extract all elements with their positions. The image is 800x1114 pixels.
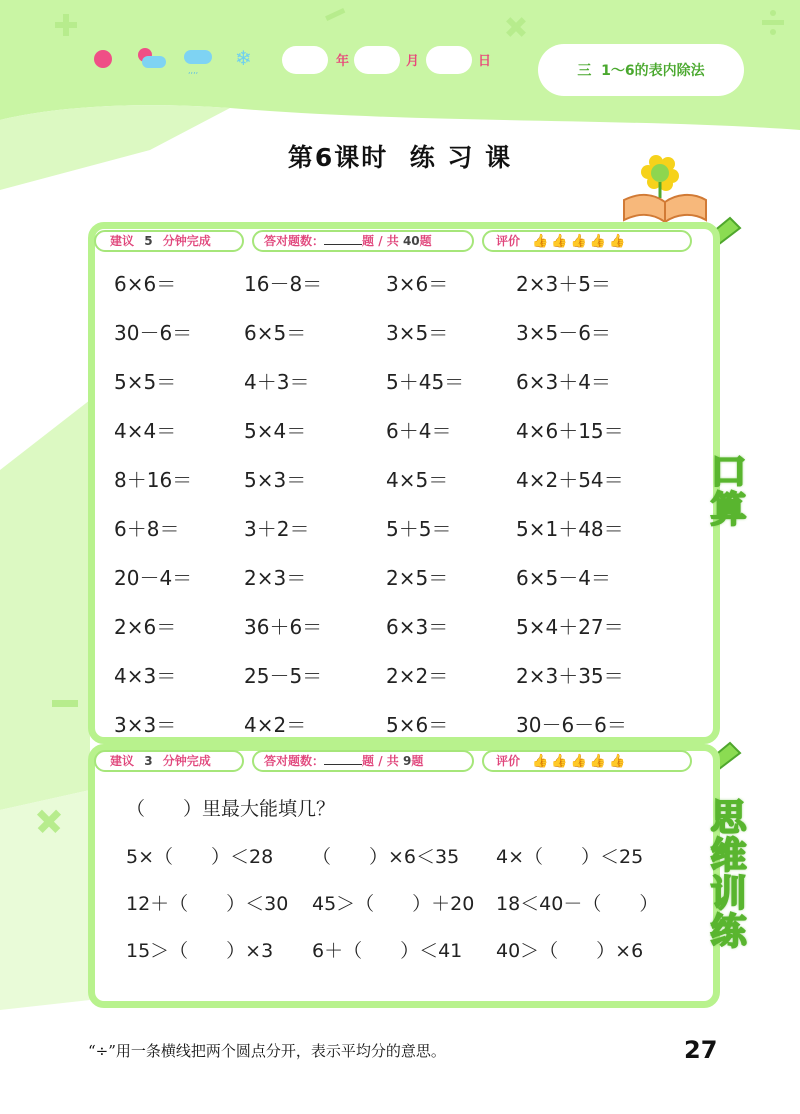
oral-problem: 30－6＝ — [114, 321, 193, 345]
rating-field[interactable]: 评价 👍👍👍👍👍 — [482, 230, 692, 252]
rating-field[interactable]: 评价 👍👍👍👍👍 — [482, 750, 692, 772]
thinking-problem: 12＋（ ）＜30 — [126, 893, 289, 915]
time-suggestion: 建议 5 分钟完成 — [94, 230, 244, 252]
oral-problem: 6×5＝ — [244, 321, 307, 345]
thinking-problem: 4×（ ）＜25 — [496, 846, 644, 868]
footer-note: “÷”用一条横线把两个圆点分开，表示平均分的意思。 — [88, 1042, 446, 1060]
lesson-title: 第6课时 练 习 课 — [287, 143, 513, 172]
oral-problem: 5＋5＝ — [386, 517, 452, 541]
day-label: 日 — [478, 54, 492, 69]
oral-problem: 8＋16＝ — [114, 468, 193, 492]
oral-section-title: 口算 — [705, 452, 746, 528]
oral-problem: 5×6＝ — [386, 713, 449, 737]
thinking-problem: 6＋（ ）＜41 — [312, 940, 463, 962]
thinking-problem: 45＞（ ）＋20 — [312, 893, 475, 915]
thinking-problem: 5×（ ）＜28 — [126, 846, 274, 868]
oral-problem: 16－8＝ — [244, 272, 323, 296]
sun-cloud-icon — [136, 48, 166, 70]
thumbs-up-icon[interactable]: 👍👍👍👍👍 — [532, 234, 629, 249]
thinking-problem: 40＞（ ）×6 — [496, 940, 644, 962]
month-field[interactable] — [354, 46, 400, 74]
oral-problem: 4×4＝ — [114, 419, 177, 443]
oral-problem: 4×6＋15＝ — [516, 419, 624, 443]
oral-problem: 3×6＝ — [386, 272, 449, 296]
oral-problem: 5×1＋48＝ — [516, 517, 624, 541]
year-label: 年 — [336, 54, 350, 69]
rain-cloud-icon: ,,,, — [184, 50, 214, 74]
oral-problem: 4×5＝ — [386, 468, 449, 492]
oral-problem: 2×3＝ — [244, 566, 307, 590]
oral-problem: 2×3＋35＝ — [516, 664, 624, 688]
oral-problem: 3×5－6＝ — [516, 321, 611, 345]
oral-problem: 6×3＝ — [386, 615, 449, 639]
oral-problem: 3×5＝ — [386, 321, 449, 345]
oral-problem: 20－4＝ — [114, 566, 193, 590]
thinking-problem: 18＜40－（ ） — [496, 893, 659, 915]
chapter-label: 三 1～6的表内除法 — [577, 63, 705, 79]
oral-problem: 5×5＝ — [114, 370, 177, 394]
oral-problem: 3×3＝ — [114, 713, 177, 737]
oral-problem: 25－5＝ — [244, 664, 323, 688]
thinking-section-title: 思维训练 — [705, 798, 746, 950]
snowflake-icon: ❄ — [235, 46, 252, 70]
oral-problem: 6＋4＝ — [386, 419, 452, 443]
oral-problem: 5×3＝ — [244, 468, 307, 492]
oral-problem: 6×3＋4＝ — [516, 370, 611, 394]
oral-problem: 2×6＝ — [114, 615, 177, 639]
day-field[interactable] — [426, 46, 472, 74]
oral-problem: 5×4＝ — [244, 419, 307, 443]
oral-problem: 4＋3＝ — [244, 370, 310, 394]
oral-problem: 2×2＝ — [386, 664, 449, 688]
oral-problem: 4×3＝ — [114, 664, 177, 688]
month-label: 月 — [406, 54, 420, 69]
thinking-problem: 15＞（ ）×3 — [126, 940, 274, 962]
score-field[interactable]: 答对题数： 题 / 共 9题 — [252, 750, 474, 772]
oral-problem: 2×5＝ — [386, 566, 449, 590]
oral-problem: 6＋8＝ — [114, 517, 180, 541]
page-number: 27 — [684, 1036, 718, 1064]
oral-problem: 36＋6＝ — [244, 615, 323, 639]
score-field[interactable]: 答对题数： 题 / 共 40题 — [252, 230, 474, 252]
oral-problem: 5＋45＝ — [386, 370, 465, 394]
oral-problem: 2×3＋5＝ — [516, 272, 611, 296]
oral-problem: 3＋2＝ — [244, 517, 310, 541]
year-field[interactable] — [282, 46, 328, 74]
time-suggestion: 建议 3 分钟完成 — [94, 750, 244, 772]
thinking-training-panel — [88, 744, 720, 1008]
oral-problem: 5×4＋27＝ — [516, 615, 624, 639]
thinking-problem: （ ）×6＜35 — [312, 846, 460, 868]
sun-icon — [94, 50, 112, 68]
oral-problem: 30－6－6＝ — [516, 713, 627, 737]
oral-problem: 6×5－4＝ — [516, 566, 611, 590]
thumbs-up-icon[interactable]: 👍👍👍👍👍 — [532, 754, 629, 769]
thinking-question: （ ）里最大能填几？ — [126, 798, 336, 820]
oral-problem: 4×2＝ — [244, 713, 307, 737]
oral-problem: 6×6＝ — [114, 272, 177, 296]
oral-problem: 4×2＋54＝ — [516, 468, 624, 492]
